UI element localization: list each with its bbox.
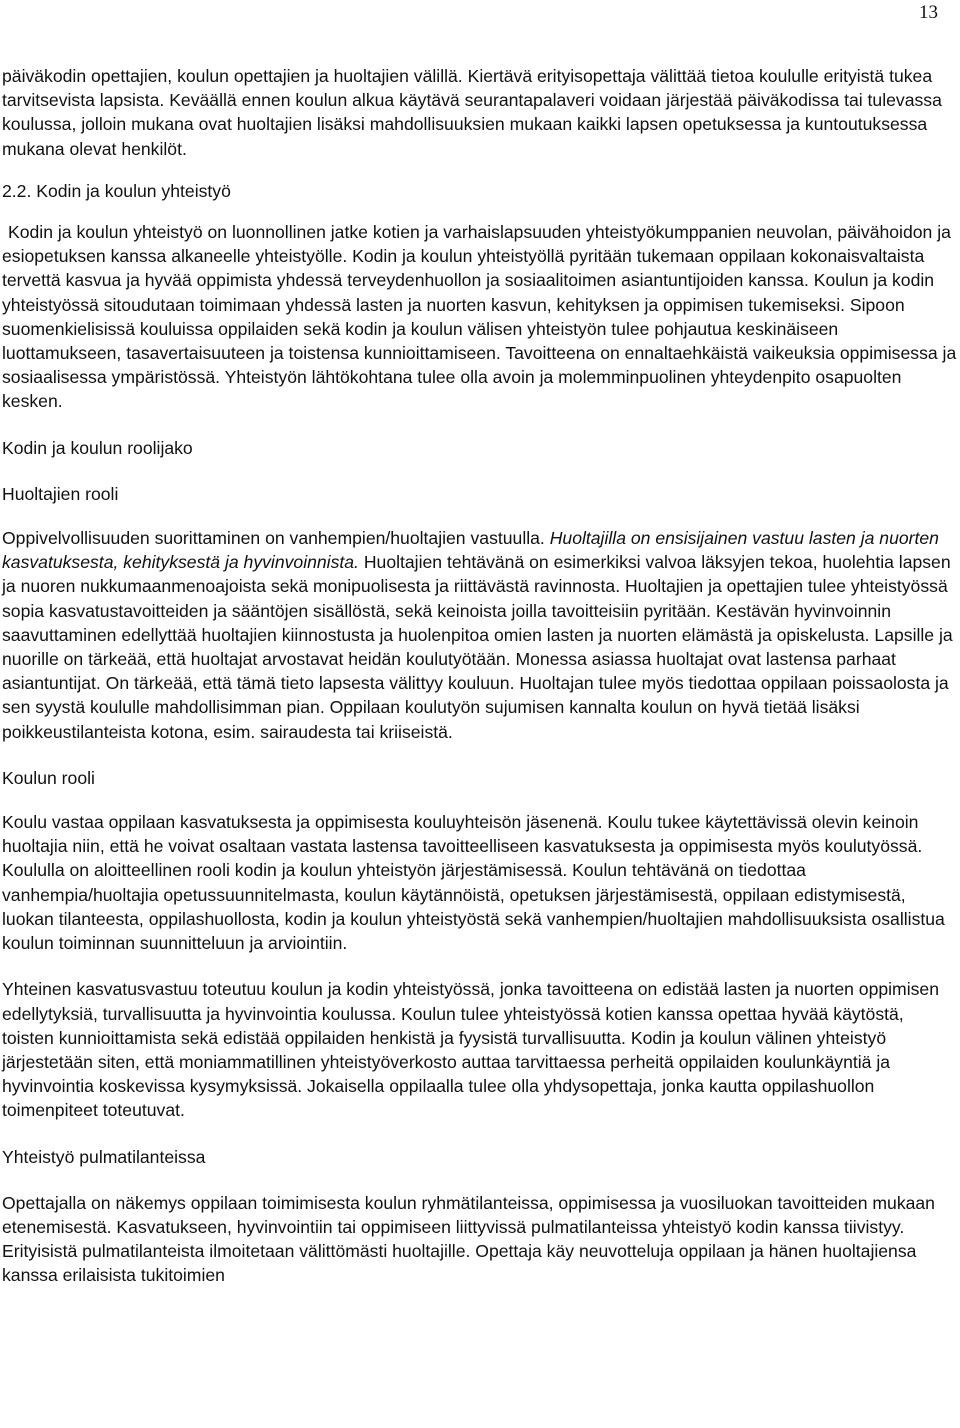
- guardians-text-before: Oppivelvollisuuden suorittaminen on vanhempien/huoltajien vastuulla.: [2, 528, 550, 549]
- school-paragraph-1: Koulu vastaa oppilaan kasvatuksesta ja oppimisesta kouluyhteisön jäsenenä. Koulu tukee käytettävissä olevin keinoin huoltajia niin, että he voivat osaltaan vastata lastensa tavoitteelliseen kasvatuksesta ja oppimisesta myös koulutyössä.: [2, 812, 923, 857]
- section-paragraph: Kodin ja koulun yhteistyö on luonnollinen jatke kotien ja varhaislapsuuden yhteistyökumppanien neuvolan, päivähoidon ja esiopetuksen kanssa alkaneelle yhteistyölle. Kodin ja koulun yhteistyöllä pyritään tukemaan oppilaan kokonaisvaltaista tervettä kasvua ja hyvää oppimista yhdessä terveydenhuollon ja sosiaalitoimen asiantuntijoiden kanssa. Koulun ja kodin yhteistyössä sitoudutaan toimimaan yhdessä lasten ja nuorten kasvun, kehityksen ja oppimisen tukemiseksi. Sipoon suomenkielisissä kouluissa oppilaiden sekä kodin ja koulun välisen yhteistyön tulee pohjautua keskinäiseen luottamukseen, tasavertaisuuteen ja toistensa kunnioittamiseen. Tavoitteena on ennaltaehkäistä vaikeuksia oppimisessa ja sosiaalisessa ympäristössä. Yhteistyön lähtökohtana tulee olla avoin ja molemminpuolinen yhteydenpito osapuolten kesken.: [2, 222, 957, 412]
- guardians-paragraph: [2, 526, 958, 744]
- problems-heading: Yhteistyö pulmatilanteissa: [2, 1146, 206, 1167]
- guardians-italic-text: Huoltajilla on ensisijainen vastuu lasten ja nuorten kasvatuksesta, kehityksestä ja hyvinvoinnista.: [2, 528, 939, 573]
- roles-heading: Kodin ja koulun roolijako: [2, 437, 193, 458]
- shared-responsibility-paragraph: Yhteinen kasvatusvastuu toteutuu koulun ja kodin yhteistyössä, jonka tavoitteena on edistää lasten ja nuorten oppimisen edellytyksiä, turvallisuutta ja hyvinvointia koulussa. Koulun tulee yhteistyössä kotien kanssa opettaa hyvää käytöstä, toisten kunnioittamista sekä edistää oppilaiden henkistä ja fyysistä turvallisuutta. Kodin ja koulun välinen yhteistyö järjestetään siten, että moniammatillinen yhteistyöverkosto auttaa tarvittaessa perheitä oppilaiden koulunkäyntiä ja hyvinvointia koskevissa kysymyksissä. Jokaisella oppilaalla tulee olla yhdysopettaja, jonka kautta oppilashuollon toimenpiteet toteutuvat.: [2, 979, 939, 1121]
- page-number: 13: [919, 2, 938, 23]
- document-body: [2, 64, 958, 1288]
- intro-paragraph: päiväkodin opettajien, koulun opettajien ja huoltajien välillä. Kiertävä erityisopettaja välittää tietoa koululle erityistä tukea tarvitsevista lapsista. Keväällä ennen koulun alkua käytävä seurantapalaveri voidaan järjestää päiväkodissa tai tulevassa koulussa, jolloin mukana ovat huoltajien lisäksi mahdollisuuksien mukaan kaikki lapsen opetuksessa ja kuntoutuksessa mukana olevat henkilöt.: [2, 66, 942, 159]
- guardians-heading: Huoltajien rooli: [2, 483, 119, 504]
- guardians-text-after: Huoltajien tehtävänä on esimerkiksi valvoa läksyjen tekoa, huolehtia lapsen ja nuoren nukkumaanmenoajoista sekä monipuolisesta ja riittävästä ravinnosta. Huoltajien ja opettajien tulee yhteistyössä sopia kasvatustavoitteiden ja sääntöjen sisällöstä, sekä keinoista joilla tavoitteisiin pyritään. Kestävän hyvinvoinnin saavuttaminen edellyttää huoltajien kiinnostusta ja huolenpitoa omien lasten ja nuorten elämästä ja opiskelusta. Lapsille ja nuorille on tärkeää, että huoltajat arvostavat heidän koulutyötään. Monessa asiassa huoltajat ovat lastensa parhaat asiantuntijat. On tärkeää, että tämä tieto lapsesta välittyy kouluun. Huoltajan tulee myös tiedottaa oppilaan poissaolosta ja sen syystä koululle mahdollisimman pian. Oppilaan koulutyön sujumisen kannalta koulun on hyvä tietää lisäksi poikkeustilanteista kotona, esim. sairaudesta tai kriiseistä.: [2, 552, 953, 742]
- school-heading: Koulun rooli: [2, 767, 95, 788]
- problems-paragraph: Opettajalla on näkemys oppilaan toimimisesta koulun ryhmätilanteissa, oppimisessa ja vuosiluokan tavoitteiden mukaan etenemisestä. Kasvatukseen, hyvinvointiin tai oppimiseen liittyvissä pulmatilanteissa yhteistyö kodin kanssa tiivistyy. Erityisistä pulmatilanteista ilmoitetaan välittömästi huoltajille. Opettaja käy neuvotteluja oppilaan ja hänen huoltajiensa kanssa erilaisista tukitoimien: [2, 1192, 935, 1286]
- section-heading: 2.2. Kodin ja koulun yhteistyö: [2, 180, 231, 201]
- school-paragraph-2: Koululla on aloitteellinen rooli kodin ja koulun yhteistyön järjestämisessä. Koulun tehtävänä on tiedottaa vanhempia/huoltajia opetussuunnitelmasta, koulun käytännöistä, opetuksen järjestämisestä, oppilaan edistymisestä, luokan tilanteesta, oppilashuollosta, kodin ja koulun yhteistyöstä sekä vanhempien/huoltajien mahdollisuuksista osallistua koulun toiminnan suunnitteluun ja arviointiin.: [2, 860, 945, 954]
